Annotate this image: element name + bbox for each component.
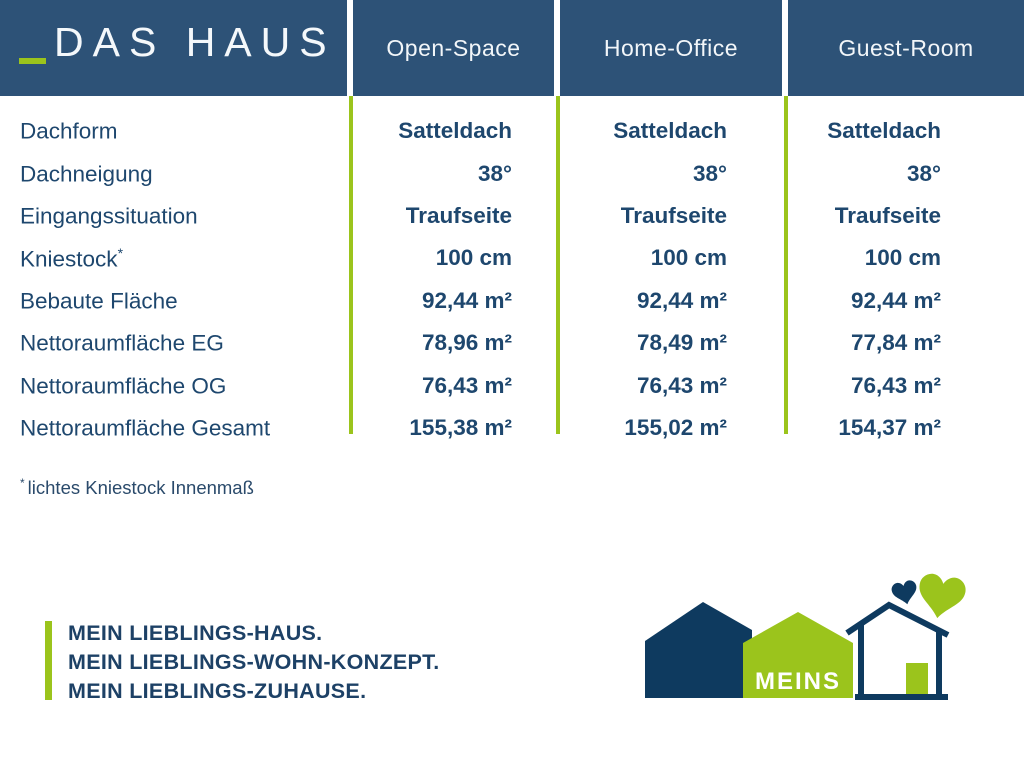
cell-open-space: 76,43 m² (421, 372, 512, 398)
cell-open-space: 78,96 m² (421, 330, 512, 356)
table-row (0, 280, 1024, 322)
cell-home-office: 155,02 m² (624, 414, 727, 440)
cell-open-space: 38° (477, 160, 512, 186)
table-row (0, 195, 1024, 237)
cell-guest-room: 77,84 m² (850, 330, 941, 356)
door-icon (906, 663, 928, 694)
row-label: Dachneigung (20, 161, 153, 187)
cell-home-office: 38° (692, 160, 727, 186)
tagline-accent-bar (45, 621, 52, 700)
cell-guest-room: 154,37 m² (838, 414, 941, 440)
cell-open-space: 155,38 m² (409, 414, 512, 440)
meins-logo (640, 568, 1024, 708)
column-header-label: Guest-Room (838, 34, 974, 61)
tagline-line: MEIN LIEBLINGS-ZUHAUSE. (68, 679, 367, 703)
navy-house-icon (645, 602, 752, 698)
cell-home-office: Traufseite (620, 202, 727, 228)
column-header-guest-room (788, 0, 1024, 96)
cell-open-space: 92,44 m² (421, 287, 512, 313)
table-row (0, 364, 1024, 406)
large-heart-icon (914, 572, 967, 622)
tagline-line: MEIN LIEBLINGS-HAUS. (68, 621, 323, 645)
footnote: * lichtes Kniestock Innenmaß (20, 476, 254, 499)
table-row (0, 152, 1024, 194)
cell-open-space: 100 cm (435, 245, 512, 271)
table-row (0, 110, 1024, 152)
cell-home-office: Satteldach (613, 118, 727, 144)
row-label: Nettoraumfläche Gesamt (20, 415, 271, 441)
cell-guest-room: 100 cm (864, 245, 941, 271)
column-header-label: Open-Space (386, 34, 521, 61)
cell-home-office: 78,49 m² (636, 330, 727, 356)
cell-open-space: Satteldach (398, 118, 512, 144)
brand-header-block (0, 0, 347, 96)
cell-home-office: 92,44 m² (636, 287, 727, 313)
cell-guest-room: 76,43 m² (850, 372, 941, 398)
tagline-line: MEIN LIEBLINGS-WOHN-KONZEPT. (68, 650, 440, 674)
cell-guest-room: Satteldach (827, 118, 941, 144)
cell-guest-room: 92,44 m² (850, 287, 941, 313)
row-label: Nettoraumfläche EG (20, 330, 224, 356)
row-label: Dachform (20, 118, 118, 144)
cell-guest-room: 38° (906, 160, 941, 186)
cell-open-space: Traufseite (405, 202, 512, 228)
cell-home-office: 76,43 m² (636, 372, 727, 398)
row-label: Bebaute Fläche (20, 288, 178, 314)
row-label: Nettoraumfläche OG (20, 373, 227, 399)
row-label: Eingangssituation (20, 203, 198, 229)
column-header-open-space (353, 0, 554, 96)
tagline (68, 619, 440, 706)
outline-house-icon (847, 605, 948, 697)
cell-guest-room: Traufseite (834, 202, 941, 228)
cell-home-office: 100 cm (650, 245, 727, 271)
table-row (0, 322, 1024, 364)
table-row (0, 407, 1024, 449)
column-header-label: Home-Office (603, 34, 739, 61)
small-heart-icon (890, 579, 919, 607)
table-row (0, 237, 1024, 279)
meins-label: MEINS (754, 668, 842, 695)
brand-underscore-icon (19, 58, 46, 64)
brand-title: DAS HAUS (54, 19, 336, 65)
column-header-home-office (560, 0, 782, 96)
row-label: Kniestock* (20, 244, 124, 272)
spec-table (0, 110, 1024, 449)
